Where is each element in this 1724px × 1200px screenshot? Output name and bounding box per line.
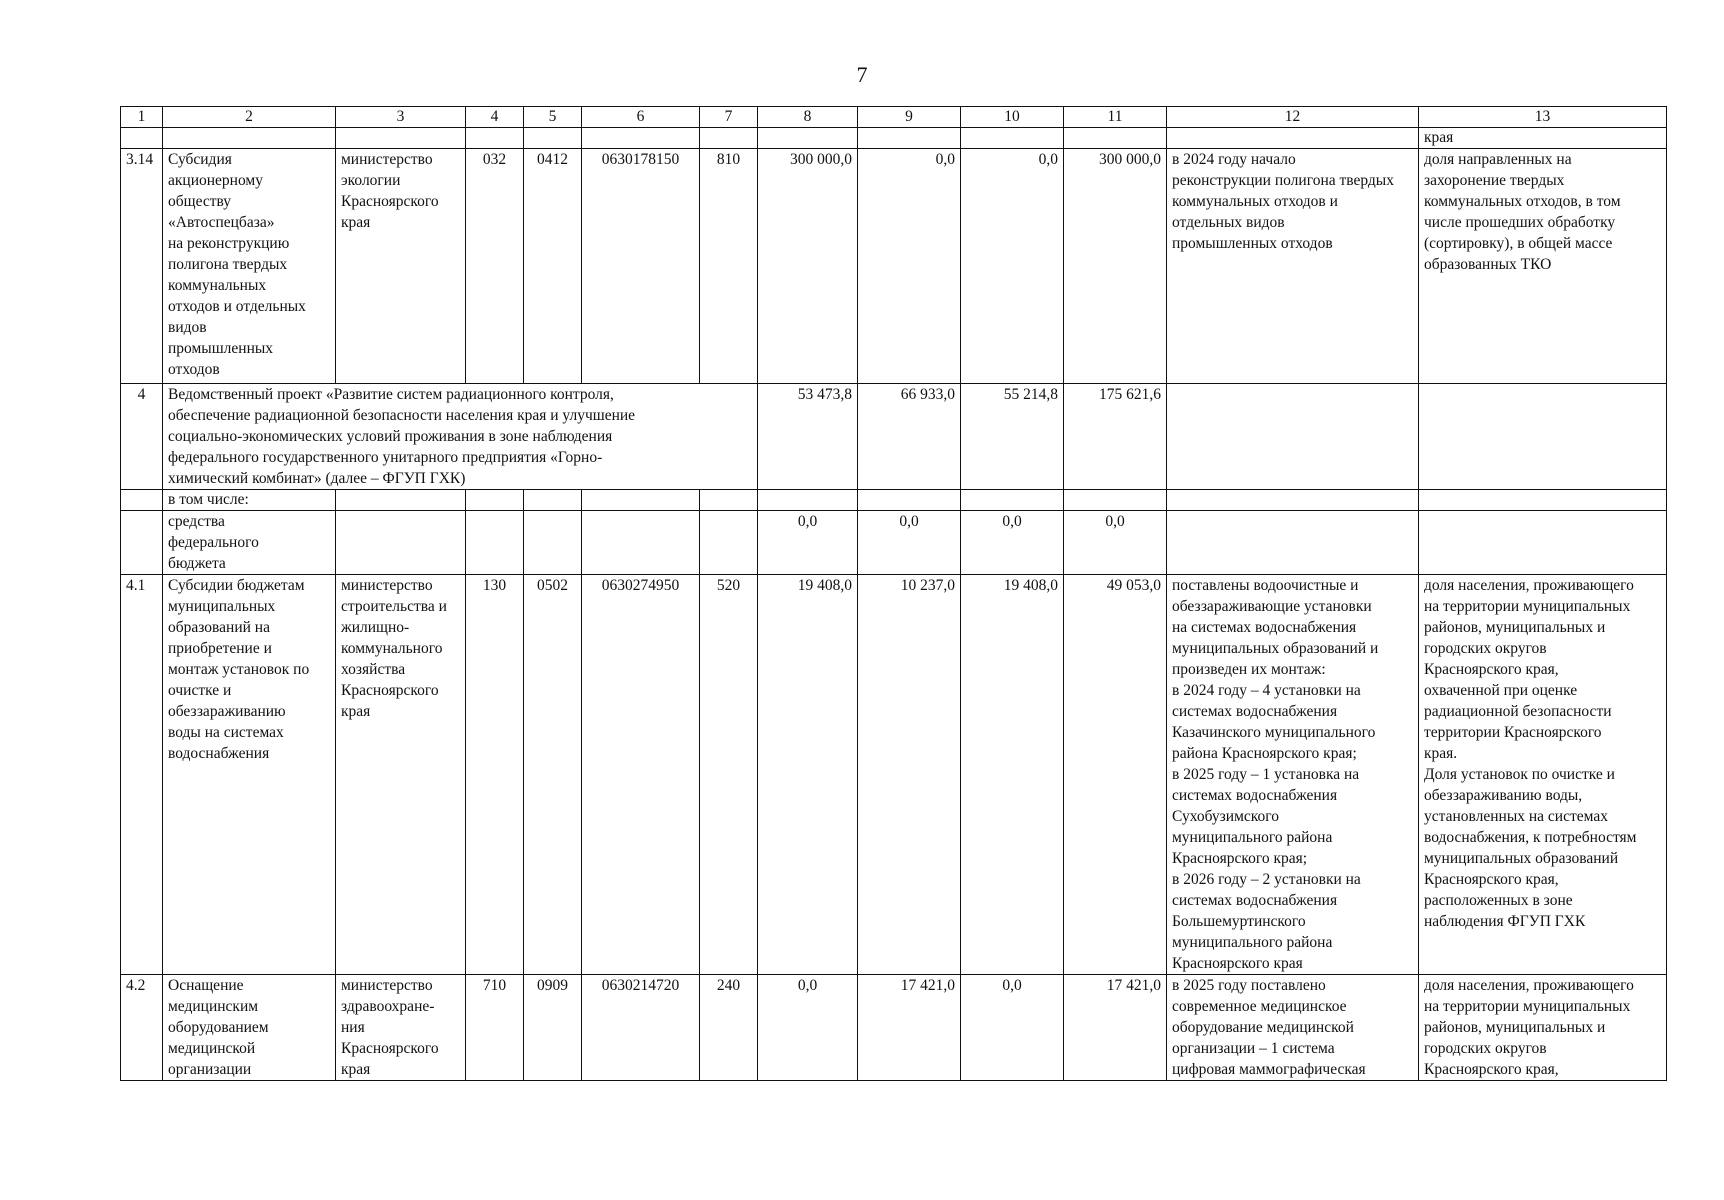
row-amount-total: 300 000,0 — [1064, 149, 1167, 384]
empty-cell — [582, 128, 700, 149]
row-amount-2026: 0,0 — [961, 511, 1064, 575]
row-id: 4.1 — [121, 575, 163, 975]
row-name: Оснащение медицинским оборудованием медицинской организации — [163, 975, 336, 1081]
empty-cell — [336, 490, 466, 511]
row-vr: 810 — [700, 149, 758, 384]
row-amount-2025: 17 421,0 — [858, 975, 961, 1081]
row-amount-total: 17 421,0 — [1064, 975, 1167, 1081]
empty-cell — [582, 490, 700, 511]
empty-cell — [758, 128, 858, 149]
table-row — [121, 511, 1667, 575]
empty-cell — [466, 511, 524, 575]
empty-cell — [524, 490, 582, 511]
empty-cell — [121, 511, 163, 575]
row-csr: 0630274950 — [582, 575, 700, 975]
empty-cell — [858, 490, 961, 511]
continuation-row — [121, 128, 1667, 149]
row-grbs: 130 — [466, 575, 524, 975]
empty-cell — [1167, 490, 1419, 511]
empty-cell — [700, 128, 758, 149]
empty-cell — [336, 511, 466, 575]
row-amount-2025: 10 237,0 — [858, 575, 961, 975]
row-result: поставлены водоочистные и обеззараживающие установки на системах водоснабжения муниципальных образований и произведен их монтаж: в 2024 году – 4 установки на системах водоснабжения Казачинского муниципального района Красноярского края; в 2025 году – 1 установка на системах водоснабжения Сухобузимского муниципального района Красноярского края; в 2026 году – 2 установки на системах водоснабжения Большемуртинского муниципального района Красноярского края — [1167, 575, 1419, 975]
row-amount-total: 49 053,0 — [1064, 575, 1167, 975]
column-number: 12 — [1167, 107, 1419, 128]
column-number: 6 — [582, 107, 700, 128]
row-amount-2024: 0,0 — [758, 975, 858, 1081]
empty-cell — [858, 128, 961, 149]
row-result: в 2025 году поставлено современное медицинское оборудование медицинской организации – 1 система цифровая маммографическая — [1167, 975, 1419, 1081]
row-name: в том числе: — [163, 490, 336, 511]
empty-cell — [1419, 490, 1667, 511]
empty-cell — [336, 128, 466, 149]
row-amount-total: 0,0 — [1064, 511, 1167, 575]
row-amount-2024: 53 473,8 — [758, 384, 858, 490]
column-number: 4 — [466, 107, 524, 128]
empty-cell — [524, 128, 582, 149]
row-amount-2026: 55 214,8 — [961, 384, 1064, 490]
empty-cell — [1064, 490, 1167, 511]
row-indicator: доля населения, проживающего на территории муниципальных районов, муниципальных и городских округов Красноярского края, охваченной при оценке радиационной безопасности территории Красноярского края. Доля установок по очистке и обеззараживанию воды, установленных на системах водоснабжения, к потребностям муниципальных образований Красноярского края, расположенных в зоне наблюдения ФГУП ГХК — [1419, 575, 1667, 975]
row-result: в 2024 году начало реконструкции полигона твердых коммунальных отходов и отдельных видов промышленных отходов — [1167, 149, 1419, 384]
empty-cell — [582, 511, 700, 575]
column-number-row — [121, 107, 1667, 128]
page-number: 7 — [856, 62, 868, 87]
row-csr: 0630214720 — [582, 975, 700, 1081]
empty-cell — [1419, 384, 1667, 490]
column-number: 3 — [336, 107, 466, 128]
row-amount-2026: 0,0 — [961, 149, 1064, 384]
row-amount-2025: 0,0 — [858, 511, 961, 575]
row-amount-total: 175 621,6 — [1064, 384, 1167, 490]
row-id: 4.2 — [121, 975, 163, 1081]
row-amount-2026: 0,0 — [961, 975, 1064, 1081]
row-id: 4 — [121, 384, 163, 490]
empty-cell — [961, 490, 1064, 511]
budget-table — [120, 106, 1667, 1081]
row-amount-2024: 300 000,0 — [758, 149, 858, 384]
row-executor: министерство экологии Красноярского края — [336, 149, 466, 384]
row-amount-2026: 19 408,0 — [961, 575, 1064, 975]
empty-cell — [758, 490, 858, 511]
row-amount-2025: 0,0 — [858, 149, 961, 384]
row-indicator: доля населения, проживающего на территории муниципальных районов, муниципальных и городских округов Красноярского края, — [1419, 975, 1667, 1081]
empty-cell — [524, 511, 582, 575]
empty-cell — [466, 490, 524, 511]
empty-cell — [961, 128, 1064, 149]
table-row — [121, 975, 1667, 1081]
empty-cell — [700, 490, 758, 511]
empty-cell — [700, 511, 758, 575]
row-executor: министерство здравоохране- ния Красноярского края — [336, 975, 466, 1081]
row-amount-2024: 19 408,0 — [758, 575, 858, 975]
table-row — [121, 384, 1667, 490]
empty-cell — [1167, 128, 1419, 149]
row-grbs: 032 — [466, 149, 524, 384]
row-rzpr: 0502 — [524, 575, 582, 975]
column-number: 11 — [1064, 107, 1167, 128]
row-grbs: 710 — [466, 975, 524, 1081]
column-number: 10 — [961, 107, 1064, 128]
column-number: 9 — [858, 107, 961, 128]
project-title: Ведомственный проект «Развитие систем радиационного контроля, обеспечение радиационной безопасности населения края и улучшение социально-экономических условий проживания в зоне наблюдения федерального государственного унитарного предприятия «Горно- химический комбинат» (далее – ФГУП ГХК) — [163, 384, 758, 490]
empty-cell — [121, 128, 163, 149]
row-executor: министерство строительства и жилищно- коммунального хозяйства Красноярского края — [336, 575, 466, 975]
empty-cell — [121, 490, 163, 511]
table-row — [121, 490, 1667, 511]
empty-cell — [466, 128, 524, 149]
row-rzpr: 0909 — [524, 975, 582, 1081]
row-name: Субсидии бюджетам муниципальных образований на приобретение и монтаж установок по очистке и обеззараживанию воды на системах водоснабжения — [163, 575, 336, 975]
row-vr: 240 — [700, 975, 758, 1081]
table-row — [121, 575, 1667, 975]
empty-cell — [1419, 511, 1667, 575]
column-number: 1 — [121, 107, 163, 128]
empty-cell — [1167, 384, 1419, 490]
column-number: 13 — [1419, 107, 1667, 128]
column-number: 7 — [700, 107, 758, 128]
column-number: 5 — [524, 107, 582, 128]
row-name: средства федерального бюджета — [163, 511, 336, 575]
empty-cell — [1064, 128, 1167, 149]
row-amount-2025: 66 933,0 — [858, 384, 961, 490]
row-name: Субсидия акционерному обществу «Автоспецбаза» на реконструкцию полигона твердых коммунальных отходов и отдельных видов промышленных отходов — [163, 149, 336, 384]
empty-cell — [1167, 511, 1419, 575]
empty-cell — [163, 128, 336, 149]
row-indicator: доля направленных на захоронение твердых коммунальных отходов, в том числе прошедших обработку (сортировку), в общей массе образованных ТКО — [1419, 149, 1667, 384]
row-csr: 0630178150 — [582, 149, 700, 384]
row-vr: 520 — [700, 575, 758, 975]
row-rzpr: 0412 — [524, 149, 582, 384]
row-amount-2024: 0,0 — [758, 511, 858, 575]
column-number: 8 — [758, 107, 858, 128]
table-row — [121, 149, 1667, 384]
indicator-continuation: края — [1419, 128, 1667, 149]
row-id: 3.14 — [121, 149, 163, 384]
column-number: 2 — [163, 107, 336, 128]
